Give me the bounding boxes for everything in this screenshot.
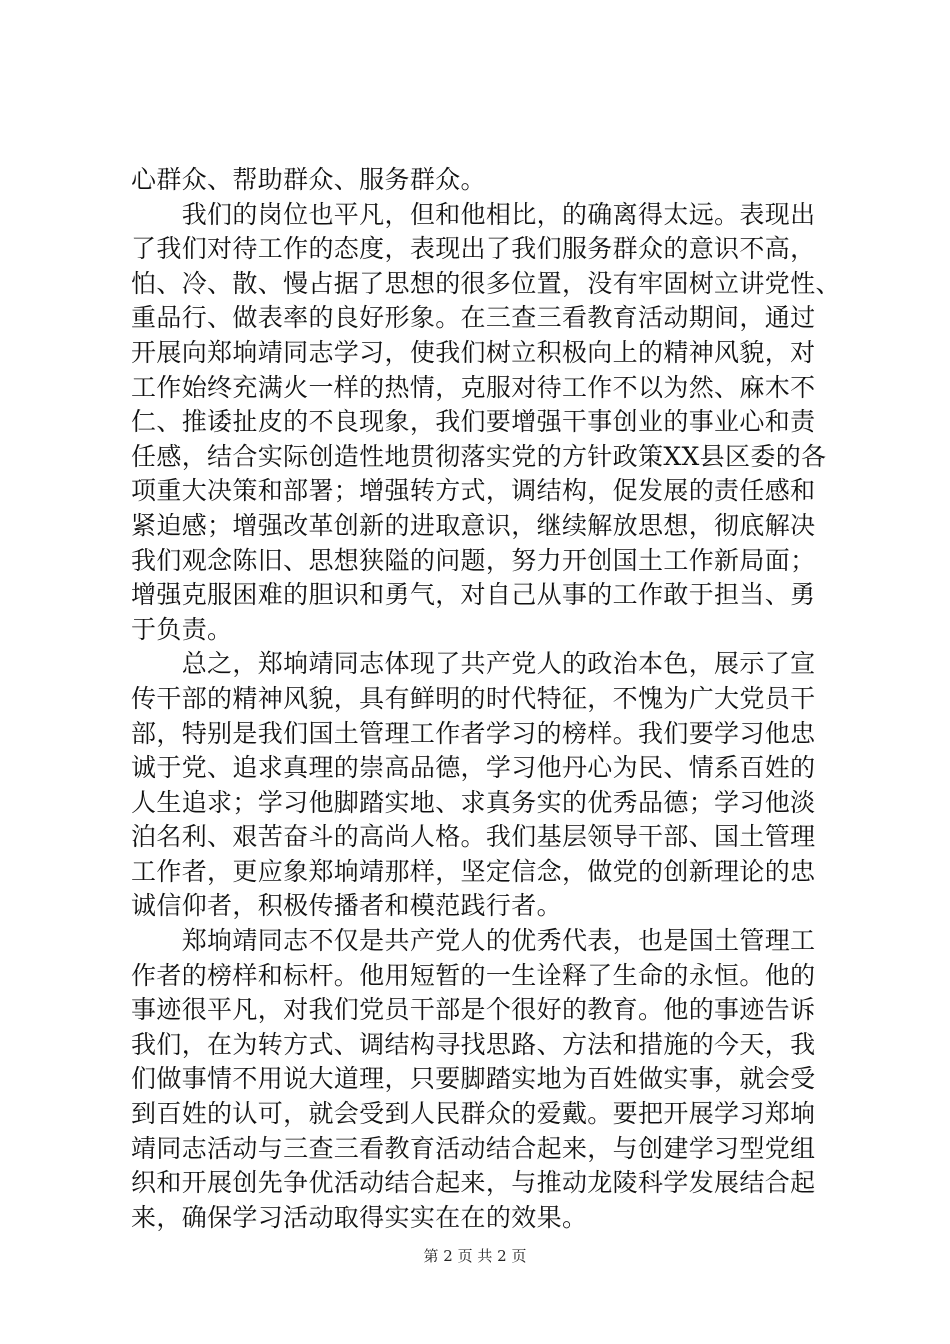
text-line: 紧迫感；增强改革创新的进取意识，继续解放思想，彻底解决 bbox=[131, 510, 816, 540]
text-line: 项重大决策和部署；增强转方式，调结构，促发展的责任感和 bbox=[131, 476, 816, 506]
text-line: 靖同志活动与三查三看教育活动结合起来，与创建学习型党组 bbox=[131, 1133, 816, 1163]
document-body bbox=[131, 163, 841, 1235]
text-line: 诚信仰者，积极传播者和模范践行者。 bbox=[131, 891, 562, 921]
text-line: 人生追求；学习他脚踏实地、求真务实的优秀品德；学习他淡 bbox=[131, 787, 816, 817]
text-line: 工作始终充满火一样的热情，克服对待工作不以为然、麻木不 bbox=[131, 372, 816, 402]
text-line: 任感，结合实际创造性地贯彻落实党的方针政策XX县区委的各 bbox=[131, 441, 827, 471]
text-line: 工作者，更应象郑垧靖那样，坚定信念，做党的创新理论的忠 bbox=[131, 856, 816, 886]
text-line: 我们的岗位也平凡，但和他相比，的确离得太远。表现出 bbox=[131, 199, 816, 229]
text-line: 我们，在为转方式、调结构寻找思路、方法和措施的今天，我 bbox=[131, 1029, 816, 1059]
text-line: 重品行、做表率的良好形象。在三查三看教育活动期间，通过 bbox=[131, 303, 816, 333]
text-line: 总之，郑垧靖同志体现了共产党人的政治本色，展示了宣 bbox=[131, 649, 816, 679]
text-line: 到百姓的认可，就会受到人民群众的爱戴。要把开展学习郑垧 bbox=[131, 1099, 816, 1129]
text-line: 诚于党、追求真理的崇高品德，学习他丹心为民、情系百姓的 bbox=[131, 753, 816, 783]
text-line: 传干部的精神风貌，具有鲜明的时代特征，不愧为广大党员干 bbox=[131, 683, 816, 713]
text-line: 增强克服困难的胆识和勇气，对自己从事的工作敢于担当、勇 bbox=[131, 580, 816, 610]
text-line: 事迹很平凡，对我们党员干部是个很好的教育。他的事迹告诉 bbox=[131, 995, 816, 1025]
text-line: 织和开展创先争优活动结合起来，与推动龙陵科学发展结合起 bbox=[131, 1168, 816, 1198]
text-line: 开展向郑垧靖同志学习，使我们树立积极向上的精神风貌，对 bbox=[131, 337, 816, 367]
text-line: 了我们对待工作的态度，表现出了我们服务群众的意识不高， bbox=[131, 234, 816, 264]
text-line: 们做事情不用说大道理，只要脚踏实地为百姓做实事，就会受 bbox=[131, 1064, 816, 1094]
text-line: 仁、推诿扯皮的不良现象，我们要增强干事创业的事业心和责 bbox=[131, 407, 816, 437]
text-line: 郑垧靖同志不仅是共产党人的优秀代表，也是国土管理工 bbox=[131, 926, 816, 956]
text-line: 我们观念陈旧、思想狭隘的问题，努力开创国土工作新局面； bbox=[131, 545, 816, 575]
page-number-footer: 第 2 页 共 2 页 bbox=[423, 1247, 527, 1265]
text-line: 于负责。 bbox=[131, 614, 233, 644]
text-line: 泊名利、艰苦奋斗的高尚人格。我们基层领导干部、国土管理 bbox=[131, 822, 816, 852]
text-line: 心群众、帮助群众、服务群众。 bbox=[131, 165, 486, 194]
text-line: 来，确保学习活动取得实实在在的效果。 bbox=[131, 1202, 588, 1232]
text-line: 部，特别是我们国土管理工作者学习的榜样。我们要学习他忠 bbox=[131, 718, 816, 748]
text-line: 怕、冷、散、慢占据了思想的很多位置，没有牢固树立讲党性、 bbox=[131, 268, 841, 298]
text-line: 作者的榜样和标杆。他用短暂的一生诠释了生命的永恒。他的 bbox=[131, 960, 816, 990]
